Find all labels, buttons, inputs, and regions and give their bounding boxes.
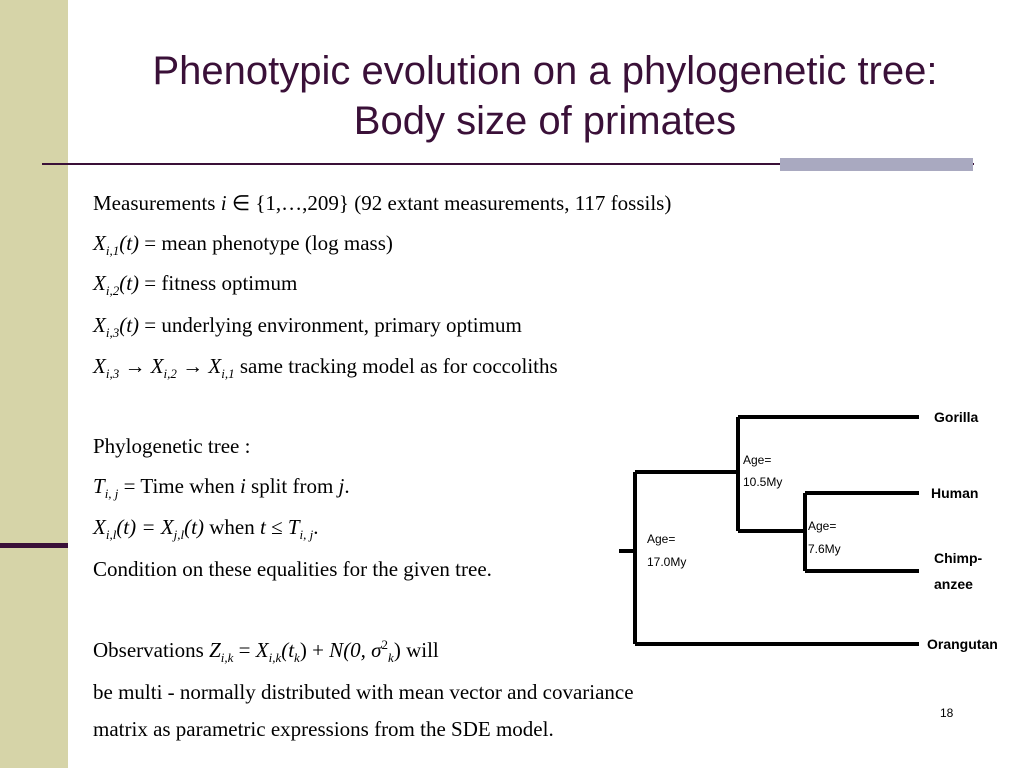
obs-x: X: [255, 638, 269, 662]
node-7-6-age-value: 7.6My: [808, 542, 841, 556]
eq-x: X: [93, 515, 106, 539]
obs-x-sub: i,k: [268, 650, 282, 666]
line-matrix: matrix as parametric expressions from the SDE model.: [93, 717, 554, 741]
track-b: X: [150, 354, 164, 378]
sidebar-edge: [68, 0, 70, 768]
eq-rhs-arg: (t): [184, 515, 204, 539]
line-tracking: [93, 353, 558, 382]
split-t: T: [93, 474, 105, 498]
eq-arg: (t) =: [116, 515, 161, 539]
tree-branches: [619, 417, 919, 644]
tree-svg: [601, 390, 1012, 670]
leaf-gorilla: Gorilla: [934, 409, 979, 425]
x3-rhs: = underlying environment, primary optimum: [139, 313, 522, 337]
x3-var: X: [93, 313, 106, 337]
obs-sub-k: k: [388, 650, 394, 666]
x2-arg: (t): [119, 271, 140, 295]
obs-n: N: [329, 638, 344, 662]
track-arrow-2: →: [176, 354, 209, 378]
obs-arg-sub: k: [294, 650, 300, 666]
measurements-suffix: (92 extant measurements, 117 fossils): [349, 191, 672, 215]
split-mid: split from: [245, 474, 339, 498]
line-measurements: [93, 190, 671, 216]
measurements-var: i: [220, 191, 227, 215]
node-10-5-age-label: Age=: [743, 453, 772, 467]
eq-cond-sub: i, j: [299, 527, 314, 543]
page-number: 18: [940, 706, 954, 720]
x1-sub: i,1: [105, 243, 120, 259]
sidebar-notch: [0, 543, 68, 548]
obs-z: Z: [209, 638, 221, 662]
obs-sup: 2: [381, 637, 389, 652]
obs-eq: =: [233, 638, 256, 662]
x3-arg: (t): [119, 313, 140, 337]
obs-n-close: ) will: [393, 638, 439, 662]
eq-when: when: [203, 515, 260, 539]
track-a-sub: i,3: [105, 366, 120, 382]
x2-rhs: = fitness optimum: [139, 271, 298, 295]
split-i: i: [239, 474, 246, 498]
obs-z-sub: i,k: [220, 650, 234, 666]
line-condition: Condition on these equalities for the given tree.: [93, 557, 492, 581]
eq-x-sub: i,l: [105, 527, 117, 543]
node-10-5-age-value: 10.5My: [743, 475, 783, 489]
leaf-human: Human: [931, 485, 979, 501]
node-root-age-label: Age=: [647, 532, 676, 546]
track-rhs: same tracking model as for coccoliths: [234, 354, 558, 378]
eq-cond: t ≤ T: [259, 515, 300, 539]
split-end: .: [344, 474, 350, 498]
obs-n-open: (0, σ: [343, 638, 382, 662]
node-root-age-value: 17.0My: [647, 555, 687, 569]
x1-var: X: [93, 231, 106, 255]
slide-title: [90, 46, 1000, 146]
split-rhs: = Time when: [118, 474, 240, 498]
track-b-sub: i,2: [163, 366, 177, 382]
line-split-time: [93, 473, 350, 502]
title-accent-bar: [780, 158, 973, 171]
line-x3: [93, 312, 522, 341]
phylogenetic-tree-figure: [601, 390, 1012, 670]
line-equality: [93, 514, 319, 543]
split-j: j: [338, 474, 345, 498]
line-phylo-heading: Phylogenetic tree :: [93, 434, 251, 458]
split-t-sub: i, j: [104, 486, 119, 502]
eq-rhs-sub: j,l: [173, 527, 185, 543]
x2-sub: i,2: [105, 283, 120, 299]
obs-arg-close: ) +: [299, 638, 330, 662]
leaf-chimp-line2: anzee: [934, 576, 973, 592]
title-line-2: Body size of primates: [353, 99, 737, 143]
track-arrow-1: →: [119, 354, 151, 378]
measurements-prefix: Measurements: [93, 191, 221, 215]
x2-var: X: [93, 271, 106, 295]
eq-end: .: [313, 515, 319, 539]
obs-arg-open: (t: [281, 638, 295, 662]
x1-rhs: = mean phenotype (log mass): [139, 231, 393, 255]
obs-prefix: Observations: [93, 638, 210, 662]
track-c-sub: i,1: [221, 366, 235, 382]
measurements-set: ∈ {1,…,209}: [226, 191, 350, 215]
title-line-1: Phenotypic evolution on a phylogenetic tree:: [152, 49, 938, 93]
x1-arg: (t): [119, 231, 140, 255]
track-a: X: [93, 354, 106, 378]
line-distribution: be multi - normally distributed with mean vector and covariance: [93, 680, 634, 704]
eq-rhs-x: X: [160, 515, 174, 539]
leaf-orangutan: Orangutan: [927, 636, 998, 652]
line-observations: [93, 637, 439, 666]
track-c: X: [208, 354, 222, 378]
line-x2: [93, 270, 298, 299]
sidebar-band: [0, 0, 68, 768]
line-x1: [93, 230, 393, 259]
node-7-6-age-label: Age=: [808, 519, 837, 533]
x3-sub: i,3: [105, 325, 120, 341]
leaf-chimp-line1: Chimp-: [934, 550, 983, 566]
